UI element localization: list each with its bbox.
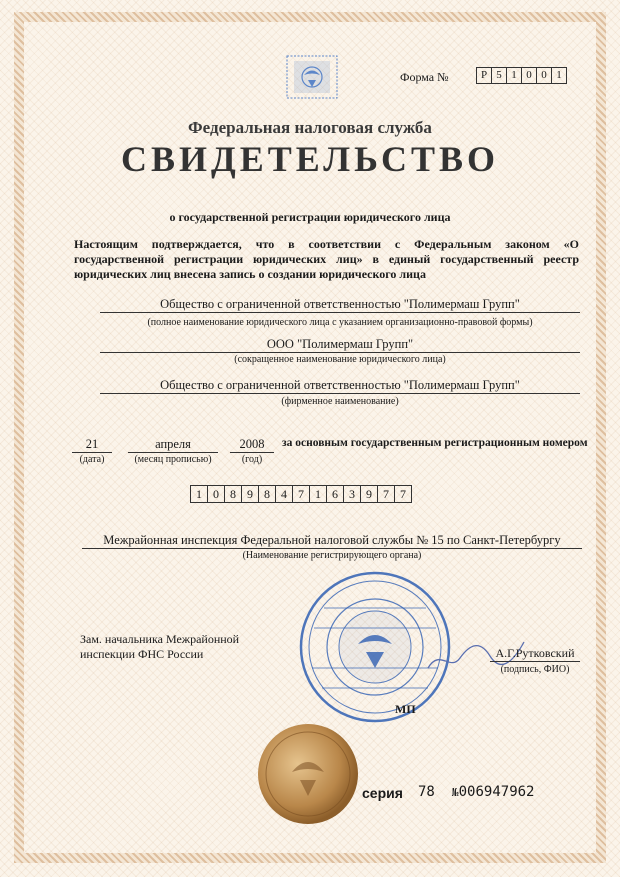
reg-number-digit: 4 (276, 486, 293, 502)
reg-number-digit: 9 (361, 486, 378, 502)
reg-year: 2008 (230, 437, 274, 453)
registration-number (190, 485, 412, 503)
serial-number (452, 784, 534, 800)
reg-number-digit: 0 (208, 486, 225, 502)
reg-year-caption: (год) (241, 454, 263, 465)
gold-seal (256, 722, 360, 826)
reg-number-digit: 7 (400, 487, 406, 501)
signature-caption: (подпись, ФИО) (500, 664, 570, 675)
reg-number-lead: за основным государственным регистрационным номером (282, 437, 588, 449)
agency-name: Федеральная налоговая служба (188, 118, 432, 137)
signatory-position-line2: инспекции ФНС России (80, 647, 204, 661)
reg-month: апреля (128, 437, 218, 453)
reg-number-digit: 8 (225, 486, 242, 502)
reg-number-digit: 9 (242, 486, 259, 502)
form-code (476, 67, 567, 84)
reg-number-digit: 1 (191, 486, 208, 502)
firm-name-value: Общество с ограниченной ответственностью "Полимермаш Групп" (100, 378, 580, 394)
certification-text: Настоящим подтверждается, что в соответствии с Федеральным законом «О государственной регистрации юридических лиц» в единый государственный реестр юридических лиц внесена запись о создании юридического лица (74, 237, 579, 281)
signatory-position (80, 632, 239, 662)
serial-digits: 006947962 (458, 784, 535, 800)
reg-number-digit: 8 (259, 486, 276, 502)
form-code-cell: 1 (507, 68, 522, 83)
document-subtitle: о государственной регистрации юридического лица (169, 210, 451, 224)
mp-label: МП (395, 702, 416, 716)
form-code-cell: 0 (537, 68, 552, 83)
signatory-position-line1: Зам. начальника Межрайонной (80, 632, 240, 646)
document-title: СВИДЕТЕЛЬСТВО (120, 139, 500, 179)
signatory-name: А.Г.Рутковский (490, 646, 580, 662)
authority-name: Межрайонная инспекция Федеральной налоговой службы № 15 по Санкт-Петербургу (82, 533, 582, 549)
form-label: Форма № (400, 70, 449, 84)
full-name-value: Общество с ограниченной ответственностью "Полимермаш Групп" (100, 297, 580, 313)
number-sign: № (452, 786, 459, 799)
reg-number-digit: 7 (293, 486, 310, 502)
series-label: серия (362, 785, 403, 801)
reg-number-digit: 6 (327, 486, 344, 502)
full-name-caption: (полное наименование юридического лица с указанием организационно-правовой формы) (147, 317, 533, 328)
reg-day-caption: (дата) (79, 454, 105, 465)
series-number: 78 (418, 784, 435, 800)
form-code-cell: 1 (556, 69, 562, 81)
emblem-icon (282, 52, 342, 102)
reg-number-digit: 3 (344, 486, 361, 502)
form-code-cell: 5 (492, 68, 507, 83)
authority-caption: (Наименование регистрирующего органа) (242, 550, 422, 561)
short-name-value: ООО "Полимермаш Групп" (100, 337, 580, 353)
reg-number-digit: 7 (378, 486, 395, 502)
form-code-cell: 0 (522, 68, 537, 83)
form-code-cell: Р (477, 68, 492, 83)
reg-day: 21 (72, 437, 112, 453)
reg-month-caption: (месяц прописью) (134, 454, 212, 465)
short-name-caption: (сокращенное наименование юридического лица) (234, 354, 446, 365)
firm-name-caption: (фирменное наименование) (281, 396, 399, 407)
reg-number-digit: 1 (310, 486, 327, 502)
